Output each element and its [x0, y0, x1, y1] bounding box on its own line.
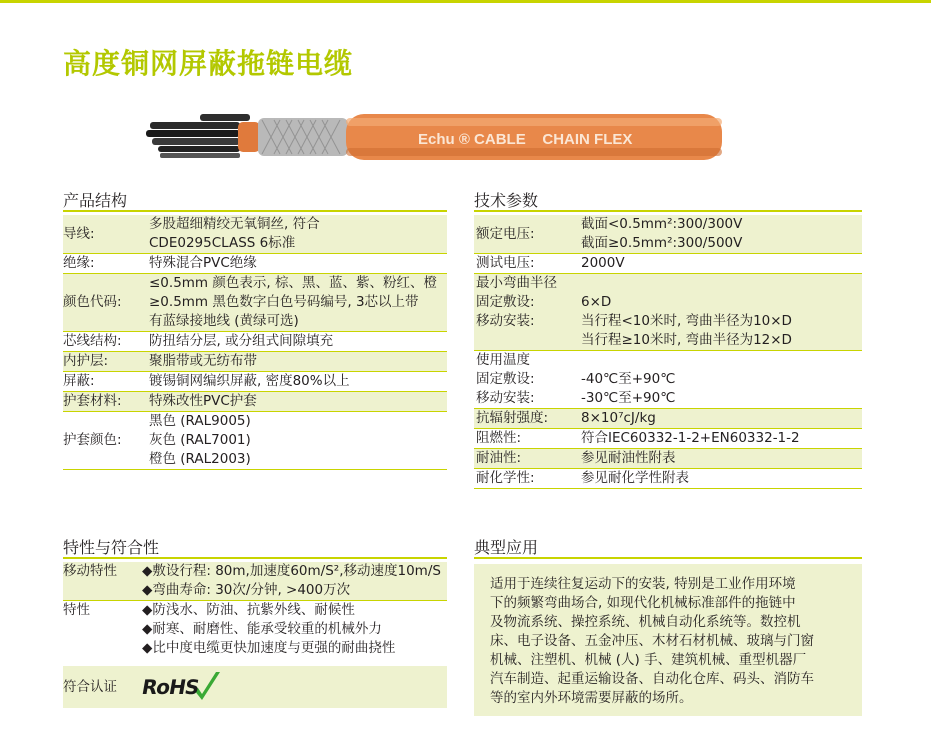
tech-key — [474, 351, 581, 408]
tech-value-line: 截面<0.5mm²:300/300V — [581, 216, 743, 232]
structure-value-line: 灰色 (RAL7001) — [149, 432, 251, 448]
features-value — [139, 666, 222, 708]
tech-value — [581, 351, 675, 408]
tech-value-line: 参见耐油性附表 — [581, 450, 676, 466]
application-line: 下的频繁弯曲场合, 如现代化机械标准部件的拖链中 — [490, 595, 796, 611]
tech-value-line — [581, 274, 792, 293]
tech-key-line: 测试电压: — [476, 255, 535, 271]
structure-row — [63, 254, 447, 273]
structure-value-line: 多股超细精绞无氧铜丝, 符合 — [149, 216, 320, 232]
structure-value-line: ≤0.5mm 颜色表示, 棕、黑、蓝、紫、粉红、橙 — [149, 275, 437, 291]
tech-table — [474, 215, 862, 489]
application-line: 适用于连续往复运动下的安装, 特别是工业作用环境 — [490, 576, 796, 592]
structure-key: 护套颜色: — [63, 432, 122, 448]
tech-key-line: 移动安装: — [476, 390, 535, 406]
structure-value-line: 黑色 (RAL9005) — [149, 413, 251, 429]
tech-key-line: 阻燃性: — [476, 430, 522, 446]
structure-key: 绝缘: — [63, 255, 95, 271]
tech-value — [581, 409, 656, 428]
structure-key: 内护层: — [63, 353, 109, 369]
structure-row — [63, 352, 447, 371]
application-box — [474, 564, 862, 716]
structure-value-line: CDE0295CLASS 6标准 — [149, 235, 296, 251]
tech-value-line: 参见耐化学性附表 — [581, 470, 689, 486]
structure-value-line: 特殊改性PVC护套 — [149, 393, 257, 409]
row-separator — [474, 488, 862, 489]
structure-value — [149, 332, 333, 351]
tech-value — [581, 429, 800, 448]
structure-value-line: 聚脂带或无纺布带 — [149, 353, 257, 369]
tech-value-line: 6×D — [581, 294, 612, 310]
features-row — [63, 562, 447, 600]
tech-row — [474, 254, 862, 273]
application-line: 汽车制造、起重运输设备、自动化仓库、码头、消防车 — [490, 671, 814, 687]
structure-key: 芯线结构: — [63, 333, 122, 349]
structure-heading: 产品结构 — [63, 191, 128, 210]
tech-heading: 技术参数 — [474, 191, 539, 210]
tech-value-line: 符合IEC60332-1-2+EN60332-1-2 — [581, 430, 800, 446]
tech-row — [474, 469, 862, 488]
structure-value — [149, 392, 257, 411]
tech-key — [474, 429, 581, 448]
structure-row — [63, 372, 447, 391]
tech-value — [581, 274, 792, 350]
tech-key — [474, 449, 581, 468]
tech-row — [474, 409, 862, 428]
features-value-line: ◆比中度电缆更快加速度与更强的耐曲挠性 — [142, 640, 396, 656]
structure-value-line: 有蓝绿接地线 (黄绿可选) — [149, 313, 299, 329]
tech-row — [474, 429, 862, 448]
tech-row — [474, 449, 862, 468]
tech-key — [474, 254, 581, 273]
structure-value — [149, 215, 320, 253]
features-value-line: ◆敷设行程: 80m,加速度60m/S²,移动速度10m/S — [142, 563, 441, 579]
tech-key — [474, 274, 581, 350]
rohs-logo — [139, 666, 222, 708]
structure-value — [149, 352, 257, 371]
tech-value-line: 8×10⁷cJ/kg — [581, 410, 656, 426]
features-row — [63, 666, 447, 708]
structure-row — [63, 392, 447, 411]
application-line: 及物流系统、操控系统、机械自动化系统等。数控机 — [490, 614, 801, 630]
tech-key-line: 固定敷设: — [476, 294, 535, 310]
application-line: 机械、注塑机、机械 (人) 手、建筑机械、重型机器厂 — [490, 652, 807, 668]
page-title: 高度铜网屏蔽拖链电缆 — [63, 47, 354, 80]
structure-value — [149, 412, 251, 469]
features-row — [63, 601, 447, 658]
tech-key-line: 抗辐射强度: — [476, 410, 549, 426]
tech-value-line: 2000V — [581, 255, 625, 271]
tech-value-line: 当行程≥10米时, 弯曲半径为12×D — [581, 332, 792, 348]
structure-value-line: ≥0.5mm 黑色数字白色号码编号, 3芯以上带 — [149, 294, 419, 310]
tech-key-line: 耐油性: — [476, 450, 522, 466]
rohs-text: RoHS — [139, 674, 201, 699]
tech-value-line — [581, 351, 675, 370]
tech-row — [474, 274, 862, 350]
structure-value — [149, 372, 350, 391]
top-accent-bar — [0, 0, 931, 3]
features-value-line: ◆弯曲寿命: 30次/分钟, >400万次 — [142, 582, 351, 598]
structure-key: 导线: — [63, 225, 95, 242]
cable-label: Echu ® CABLE CHAIN FLEX — [418, 131, 633, 148]
tech-divider — [474, 210, 862, 212]
structure-row — [63, 412, 447, 469]
structure-value-line: 镀锡铜网编织屏蔽, 密度80%以上 — [149, 373, 350, 389]
structure-value-line: 防扭结分层, 或分组式间隙填充 — [149, 333, 334, 349]
tech-value-line: -30℃至+90℃ — [581, 390, 676, 406]
structure-value-line: 橙色 (RAL2003) — [149, 451, 251, 467]
structure-key: 屏蔽: — [63, 373, 95, 389]
tech-value — [581, 254, 625, 273]
tech-key — [474, 469, 581, 488]
tech-value — [581, 215, 742, 253]
features-key: 移动特性 — [63, 563, 117, 579]
structure-value-line: 特殊混合PVC绝缘 — [149, 255, 257, 271]
tech-value-line: -40℃至+90℃ — [581, 371, 676, 387]
features-value — [142, 601, 395, 658]
features-value — [142, 562, 441, 600]
tech-value — [581, 469, 689, 488]
tech-key-line: 最小弯曲半径 — [476, 275, 557, 291]
application-divider — [474, 557, 862, 559]
structure-key: 护套材料: — [63, 393, 122, 409]
structure-table — [63, 215, 447, 470]
tech-key-line: 额定电压: — [476, 225, 535, 242]
tech-value — [581, 449, 676, 468]
tech-key — [474, 409, 581, 428]
application-heading: 典型应用 — [474, 538, 539, 557]
structure-value — [149, 254, 257, 273]
features-divider — [63, 557, 447, 559]
structure-key: 颜色代码: — [63, 294, 122, 310]
application-line: 等的室内外环境需要屏蔽的场所。 — [490, 690, 693, 706]
structure-row — [63, 215, 447, 253]
structure-divider — [63, 210, 447, 212]
cable-inner-sheath — [238, 122, 260, 152]
tech-value-line: 截面≥0.5mm²:300/500V — [581, 235, 743, 251]
structure-row — [63, 274, 447, 331]
cable-wires — [146, 114, 250, 158]
tech-key — [474, 225, 581, 244]
cable-image — [140, 100, 730, 170]
features-key: 特性 — [63, 602, 90, 618]
structure-row — [63, 332, 447, 351]
features-key: 符合认证 — [63, 678, 117, 695]
tech-row — [474, 215, 862, 253]
features-value-line: ◆防浅水、防油、抗紫外线、耐候性 — [142, 602, 355, 618]
tech-key-line: 使用温度 — [476, 352, 530, 368]
tech-key-line: 耐化学性: — [476, 470, 535, 486]
row-separator — [63, 469, 447, 470]
tech-row — [474, 351, 862, 408]
features-table — [63, 562, 447, 708]
features-value-line: ◆耐寒、耐磨性、能承受较重的机械外力 — [142, 621, 382, 637]
tech-key-line: 固定敷设: — [476, 371, 535, 387]
tech-value-line: 当行程<10米时, 弯曲半径为10×D — [581, 313, 792, 329]
tech-key-line: 移动安装: — [476, 313, 535, 329]
application-line: 床、电子设备、五金冲压、木材石材机械、玻璃与门窗 — [490, 633, 814, 649]
features-heading: 特性与符合性 — [63, 538, 160, 557]
structure-value — [149, 274, 437, 331]
